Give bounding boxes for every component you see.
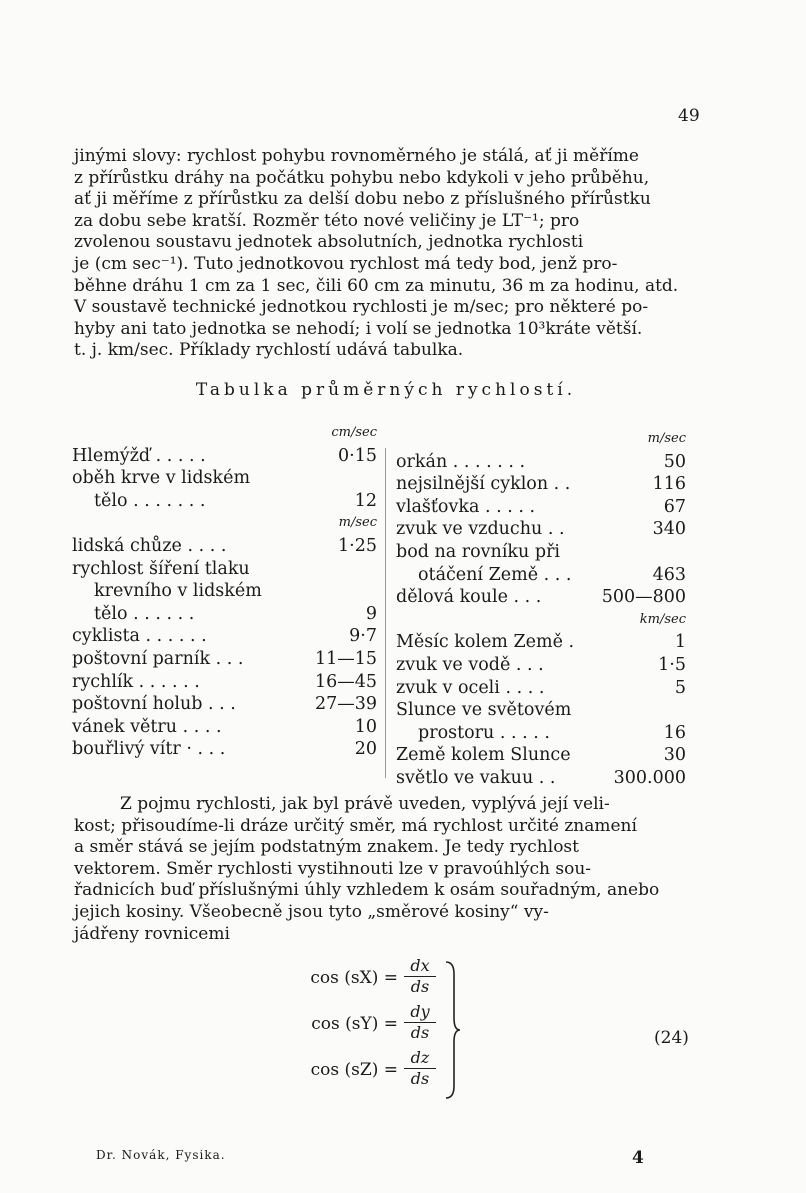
speed-object-name: zvuk ve vodě . . . (396, 654, 544, 675)
speed-object-name: bod na rovníku při (396, 541, 561, 562)
speed-value: 30 (663, 745, 686, 766)
speed-value: 27—39 (314, 694, 377, 715)
speed-value: 500—800 (601, 587, 686, 608)
intro-line: je (cm sec⁻¹). Tuto jednotkovou rychlost má tedy bod, jenž pro- (74, 253, 618, 274)
table-row (396, 767, 686, 790)
speed-object-name: orkán . . . . . . . (396, 451, 526, 472)
speed-object-name: rychlost šíření tlaku (72, 558, 250, 579)
table-row (396, 654, 686, 677)
intro-line: hyby ani tato jednotka se nehodí; i volí se jednotka 10³kráte větší. (74, 318, 643, 339)
speed-object-name: cyklista . . . . . . (72, 626, 207, 647)
fraction-denominator: ds (410, 1023, 430, 1042)
printer-signature-mark: 4 (632, 1148, 644, 1168)
table-row (72, 603, 377, 626)
body-line: kost; přisoudíme-li dráze určitý směr, má rychlost určité znamení (74, 815, 637, 836)
unit-cm-label: cm/sec (331, 425, 377, 440)
table-row (72, 467, 377, 490)
speed-value: 1 (674, 632, 686, 653)
table-row (72, 648, 377, 671)
table-row (396, 722, 686, 745)
table-row (396, 541, 686, 564)
speed-value: 300.000 (613, 767, 686, 788)
unit-km-label: km/sec (639, 611, 686, 627)
speed-value: 5 (674, 677, 686, 698)
table-row (72, 671, 377, 694)
body-line: a směr stává se jejím podstatným znakem. Je tedy rychlost (74, 837, 579, 858)
table-title: Tabulka průměrných rychlostí. (195, 380, 577, 400)
right-speed-table (396, 428, 686, 790)
speed-value: 1·25 (338, 535, 377, 556)
speed-value: 116 (652, 474, 686, 495)
page-number: 49 (678, 106, 700, 126)
intro-line: ať ji měříme z přírůstku za delší dobu nebo z příslušného přírůstku (74, 189, 651, 210)
formula-brace (442, 960, 462, 1100)
intro-line: t. j. km/sec. Příklady rychlostí udává tabulka. (74, 340, 464, 361)
intro-line: z přírůstku dráhy na počátku pohybu nebo kdykoli v jeho průběhu, (74, 167, 650, 188)
speed-object-name: poštovní holub . . . (72, 694, 236, 715)
table-row (72, 738, 377, 761)
speed-object-name: světlo ve vakuu . . (396, 767, 556, 788)
speed-object-name: Slunce ve světovém (396, 700, 572, 721)
speed-object-name: lidská chůze . . . . (72, 535, 227, 556)
formula-fraction (404, 1002, 436, 1043)
intro-line: za dobu sebe kratší. Rozměr této nové veličiny je LT⁻¹; pro (74, 210, 580, 231)
body-line: vektorem. Směr rychlosti vystihnouti lze v pravoúhlých sou- (74, 858, 592, 879)
speed-object-name: vánek větru . . . . (72, 716, 222, 737)
speed-object-name: zvuk v oceli . . . . (396, 677, 545, 698)
table-row (396, 744, 686, 767)
table-row (396, 564, 686, 587)
table-row (72, 580, 377, 603)
speed-value: 463 (652, 564, 686, 585)
intro-line: jinými slovy: rychlost pohybu rovnoměrného je stálá, ať ji měříme (74, 146, 639, 166)
speed-object-name: tělo . . . . . . (94, 603, 195, 624)
formula-lhs: cos (sX) = (310, 968, 398, 988)
intro-line: V soustavě technické jednotkou rychlosti je m/sec; pro některé po- (74, 297, 649, 318)
formula-fraction (404, 1048, 436, 1089)
speed-value: 67 (663, 496, 686, 517)
speed-value: 16—45 (314, 671, 377, 692)
table-row (396, 631, 686, 654)
speed-object-name: zvuk ve vzduchu . . (396, 519, 565, 540)
speed-object-name: Hlemýžď . . . . . (72, 445, 206, 466)
formula-fraction (404, 956, 436, 997)
table-row (72, 693, 377, 716)
fraction-denominator: ds (410, 1069, 430, 1088)
speed-value: 10 (354, 716, 377, 737)
intro-line: běhne dráhu 1 cm za 1 sec, čili 60 cm za minutu, 36 m za hodinu, atd. (74, 275, 679, 296)
table-row (72, 535, 377, 558)
table-row (396, 473, 686, 496)
speed-object-name: Země kolem Slunce (396, 745, 571, 766)
fraction-numerator: dy (404, 1002, 436, 1023)
body-line: řadnicích buď příslušnými úhly vzhledem k osám souřadným, anebo (74, 880, 660, 901)
speed-object-name: rychlík . . . . . . (72, 671, 200, 692)
speed-object-name: oběh krve v lidském (72, 468, 251, 489)
speed-object-name: otáčení Země . . . (418, 564, 572, 585)
speed-object-name: bouřlivý vítr · . . . (72, 739, 226, 760)
table-row (72, 716, 377, 739)
speed-value: 9 (365, 603, 377, 624)
speed-value: 0·15 (338, 445, 377, 466)
speed-value: 340 (652, 519, 686, 540)
table-row (72, 445, 377, 468)
fraction-numerator: dz (404, 1048, 436, 1069)
fraction-numerator: dx (404, 956, 436, 977)
table-divider (385, 448, 386, 778)
footer-signature: Dr. Novák, Fysika. (96, 1148, 226, 1162)
speed-value: 50 (663, 451, 686, 472)
fraction-denominator: ds (410, 977, 430, 996)
body-paragraph (74, 794, 698, 945)
speed-object-name: krevního v lidském (94, 581, 262, 602)
body-line: Z pojmu rychlosti, jak byl právě uveden, vyplývá její veli- (120, 794, 610, 814)
speed-object-name: poštovní parník . . . (72, 648, 244, 669)
speed-value: 9·7 (349, 626, 377, 647)
left-speed-table (72, 422, 377, 761)
table-row (72, 490, 377, 513)
unit-m-label: m/sec (338, 515, 377, 531)
formula-lhs: cos (sZ) = (310, 1060, 398, 1080)
table-row (396, 699, 686, 722)
speed-value: 20 (354, 739, 377, 760)
speed-object-name: Měsíc kolem Země . (396, 632, 575, 653)
speed-object-name: dělová koule . . . (396, 587, 542, 608)
speed-value: 16 (663, 722, 686, 743)
intro-paragraph (74, 146, 698, 362)
table-row (396, 586, 686, 609)
formula-lhs: cos (sY) = (311, 1014, 398, 1034)
speed-object-name: tělo . . . . . . . (94, 490, 206, 511)
unit-m-label: m/sec (647, 431, 686, 446)
table-row (396, 451, 686, 474)
table-row (72, 625, 377, 648)
table-row (396, 677, 686, 700)
intro-line: zvolenou soustavu jednotek absolutních, jednotka rychlosti (74, 232, 584, 253)
speed-value: 1·5 (658, 654, 686, 675)
speed-value: 12 (354, 490, 377, 511)
equation-number: (24) (654, 1028, 689, 1048)
table-row (396, 518, 686, 541)
table-row (72, 558, 377, 581)
speed-object-name: prostoru . . . . . (418, 722, 550, 743)
body-line: jádřeny rovnicemi (74, 923, 230, 944)
table-row (396, 496, 686, 519)
speed-value: 11—15 (314, 648, 377, 669)
speed-object-name: nejsilnější cyklon . . (396, 474, 571, 495)
speed-object-name: vlašťovka . . . . . (396, 496, 536, 517)
body-line: jejich kosiny. Všeobecně jsou tyto „směrové kosiny“ vy- (74, 901, 549, 922)
